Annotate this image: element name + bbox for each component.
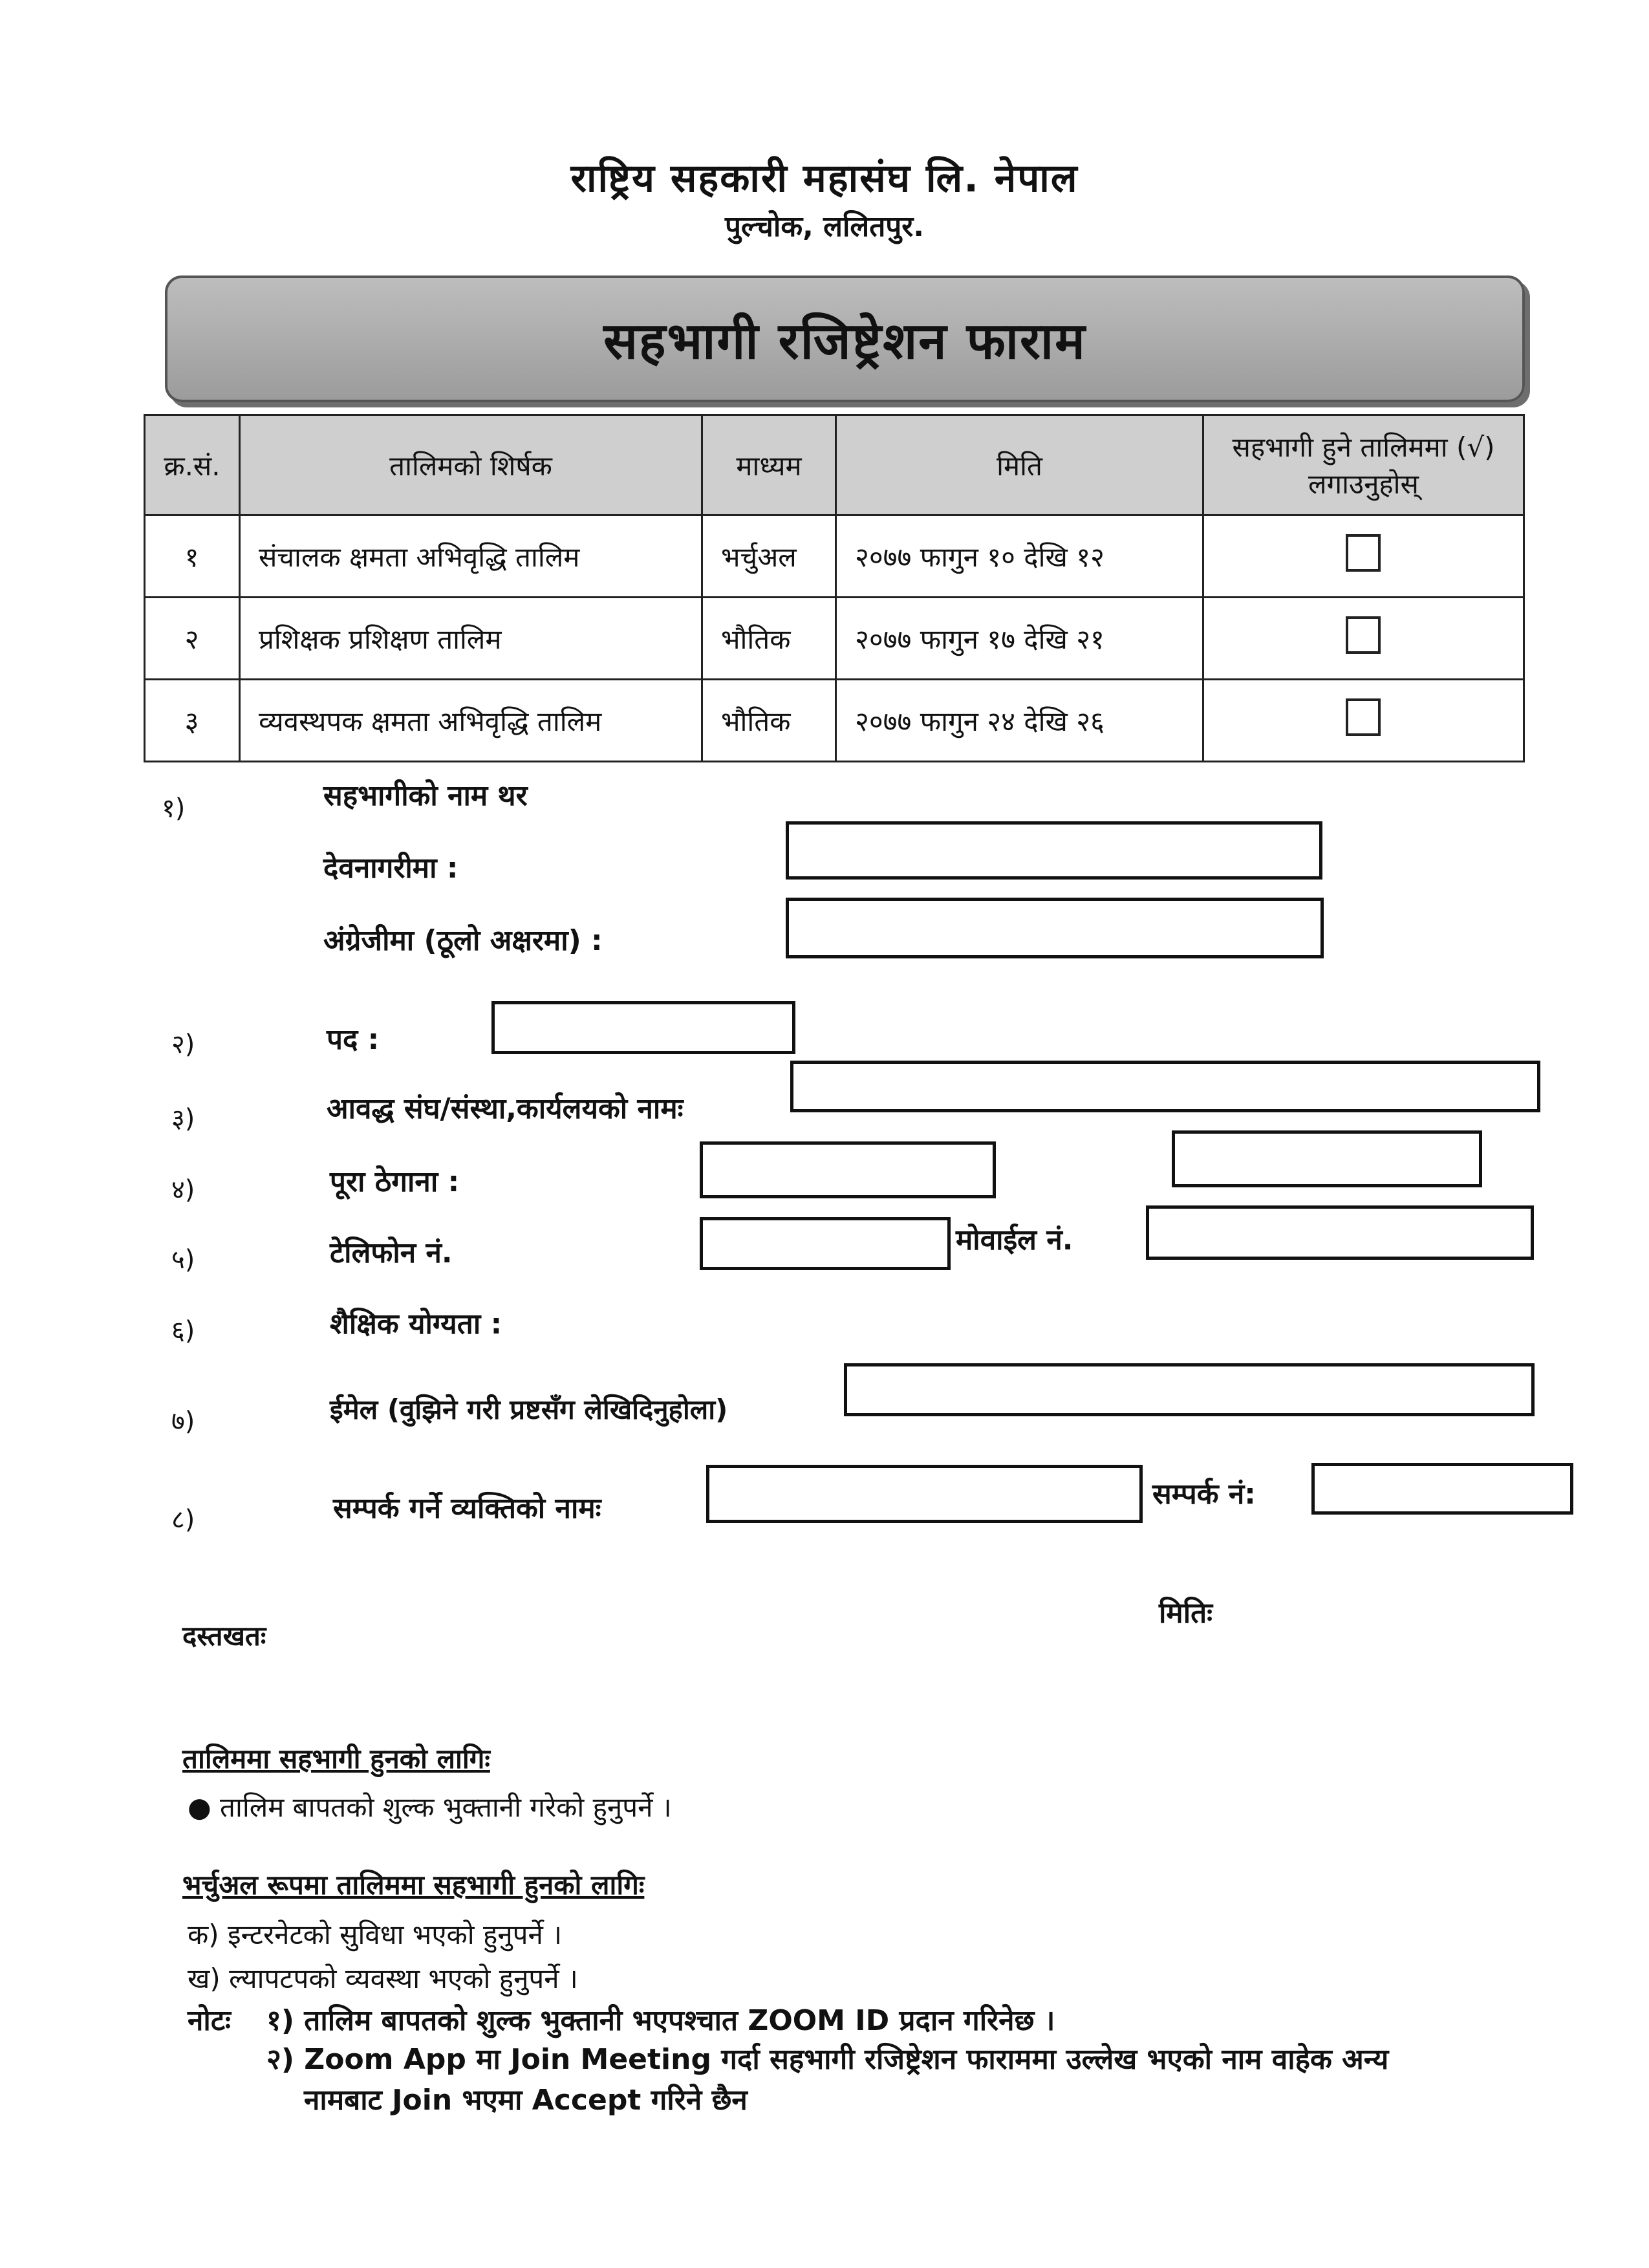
row-title: प्रशिक्षक प्रशिक्षण तालिम [240, 598, 702, 680]
organization-name: राष्ट्रिय सहकारी महासंघ लि. नेपाल [570, 156, 1079, 201]
email-input[interactable] [844, 1363, 1535, 1416]
field-number: ६) [171, 1316, 195, 1346]
field-number: ४) [171, 1175, 195, 1205]
name-english-input[interactable] [786, 898, 1324, 958]
telephone-input[interactable] [700, 1217, 951, 1270]
mobile-input[interactable] [1146, 1205, 1534, 1260]
address-input-1[interactable] [700, 1141, 996, 1198]
qualification-label: शैक्षिक योग्यता : [330, 1308, 502, 1341]
col-mode: माध्यम [702, 415, 836, 515]
section-heading: भर्चुअल रूपमा तालिममा सहभागी हुनको लागिः [182, 1869, 645, 1901]
col-sn: क्र.सं. [145, 415, 240, 515]
row-date: २०७७ फागुन १० देखि १२ [836, 515, 1203, 598]
row-date: २०७७ फागुन १७ देखि २१ [836, 598, 1203, 680]
telephone-label: टेलिफोन नं. [330, 1237, 453, 1269]
field-number: ७) [171, 1407, 195, 1436]
organization-address: पुल्चोक, ललितपुर. [725, 210, 924, 243]
position-input[interactable] [491, 1001, 795, 1054]
field-number: ५) [171, 1245, 195, 1275]
table-row [145, 680, 1524, 762]
date-label: मितिः [1159, 1597, 1213, 1630]
row-select-cell [1203, 680, 1524, 762]
mobile-label: मोवाईल नं. [956, 1224, 1073, 1257]
field-number: १) [162, 794, 186, 823]
note-label: नोटः [188, 2004, 231, 2037]
position-label: पद : [327, 1023, 380, 1056]
row-sn: १ [145, 515, 240, 598]
bullet-text: तालिम बापतको शुल्क भुक्तानी गरेको हुनुपर्ने । [220, 1791, 672, 1823]
select-checkbox[interactable] [1346, 616, 1381, 654]
row-title: संचालक क्षमता अभिवृद्धि तालिम [240, 515, 702, 598]
row-mode: भौतिक [702, 680, 836, 762]
row-mode: भर्चुअल [702, 515, 836, 598]
form-title: सहभागी रजिष्ट्रेशन फाराम [603, 312, 1086, 371]
signature-label: दस्तखतः [182, 1620, 266, 1652]
contact-number-input[interactable] [1311, 1463, 1573, 1515]
row-select-cell [1203, 598, 1524, 680]
bullet-dot-icon: ● [188, 1791, 211, 1823]
email-label: ईमेल (वुझिने गरी प्रष्टसँग लेखिदिनुहोला) [330, 1394, 728, 1425]
col-date: मिति [836, 415, 1203, 515]
organization-label: आवद्ध संघ/संस्था,कार्यलयको नामः [327, 1092, 684, 1125]
row-select-cell [1203, 515, 1524, 598]
table-row [145, 515, 1524, 598]
address-label: पूरा ठेगाना : [330, 1165, 460, 1198]
contact-person-input[interactable] [706, 1465, 1143, 1523]
english-label: अंग्रेजीमा (ठूलो अक्षरमा) : [323, 924, 603, 957]
row-title: व्यवस्थपक क्षमता अभिवृद्धि तालिम [240, 680, 702, 762]
training-table [144, 414, 1525, 762]
list-item: क) इन्टरनेटको सुविधा भएको हुनुपर्ने । [188, 1919, 563, 1950]
table-row [145, 598, 1524, 680]
section-heading: तालिममा सहभागी हुनको लागिः [182, 1743, 490, 1775]
note-item: नामबाट Join भएमा Accept गरिने छैन [304, 2084, 748, 2117]
list-item: ख) ल्यापटपको व्यवस्था भएको हुनुपर्ने । [188, 1963, 578, 1994]
field-number: ८) [171, 1505, 195, 1535]
contact-person-label: सम्पर्क गर्ने व्यक्तिको नामः [333, 1492, 601, 1525]
note-item: २) Zoom App मा Join Meeting गर्दा सहभागी रजिष्ट्रेशन फाराममा उल्लेख भएको नाम वाहेक अन्य [266, 2043, 1389, 2076]
row-date: २०७७ फागुन २४ देखि २६ [836, 680, 1203, 762]
contact-number-label: सम्पर्क नं: [1152, 1478, 1256, 1511]
form-title-banner [165, 275, 1525, 402]
field-number: ३) [171, 1104, 195, 1134]
note-item: १) तालिम बापतको शुल्क भुक्तानी भएपश्चात ZOOM ID प्रदान गरिनेछ । [266, 2004, 1055, 2037]
address-input-2[interactable] [1172, 1130, 1482, 1187]
select-checkbox[interactable] [1346, 698, 1381, 736]
bullet-item [188, 1788, 672, 1825]
col-select: सहभागी हुने तालिममा (√) लगाउनुहोस् [1203, 415, 1524, 515]
table-header-row [145, 415, 1524, 515]
row-sn: ३ [145, 680, 240, 762]
devanagari-label: देवनागरीमा : [323, 852, 458, 885]
col-title: तालिमको शिर्षक [240, 415, 702, 515]
participant-name-label: सहभागीको नाम थर [323, 779, 528, 812]
row-sn: २ [145, 598, 240, 680]
name-devanagari-input[interactable] [786, 821, 1322, 880]
select-checkbox[interactable] [1346, 534, 1381, 572]
field-number: २) [171, 1030, 195, 1059]
organization-input[interactable] [790, 1061, 1540, 1112]
row-mode: भौतिक [702, 598, 836, 680]
